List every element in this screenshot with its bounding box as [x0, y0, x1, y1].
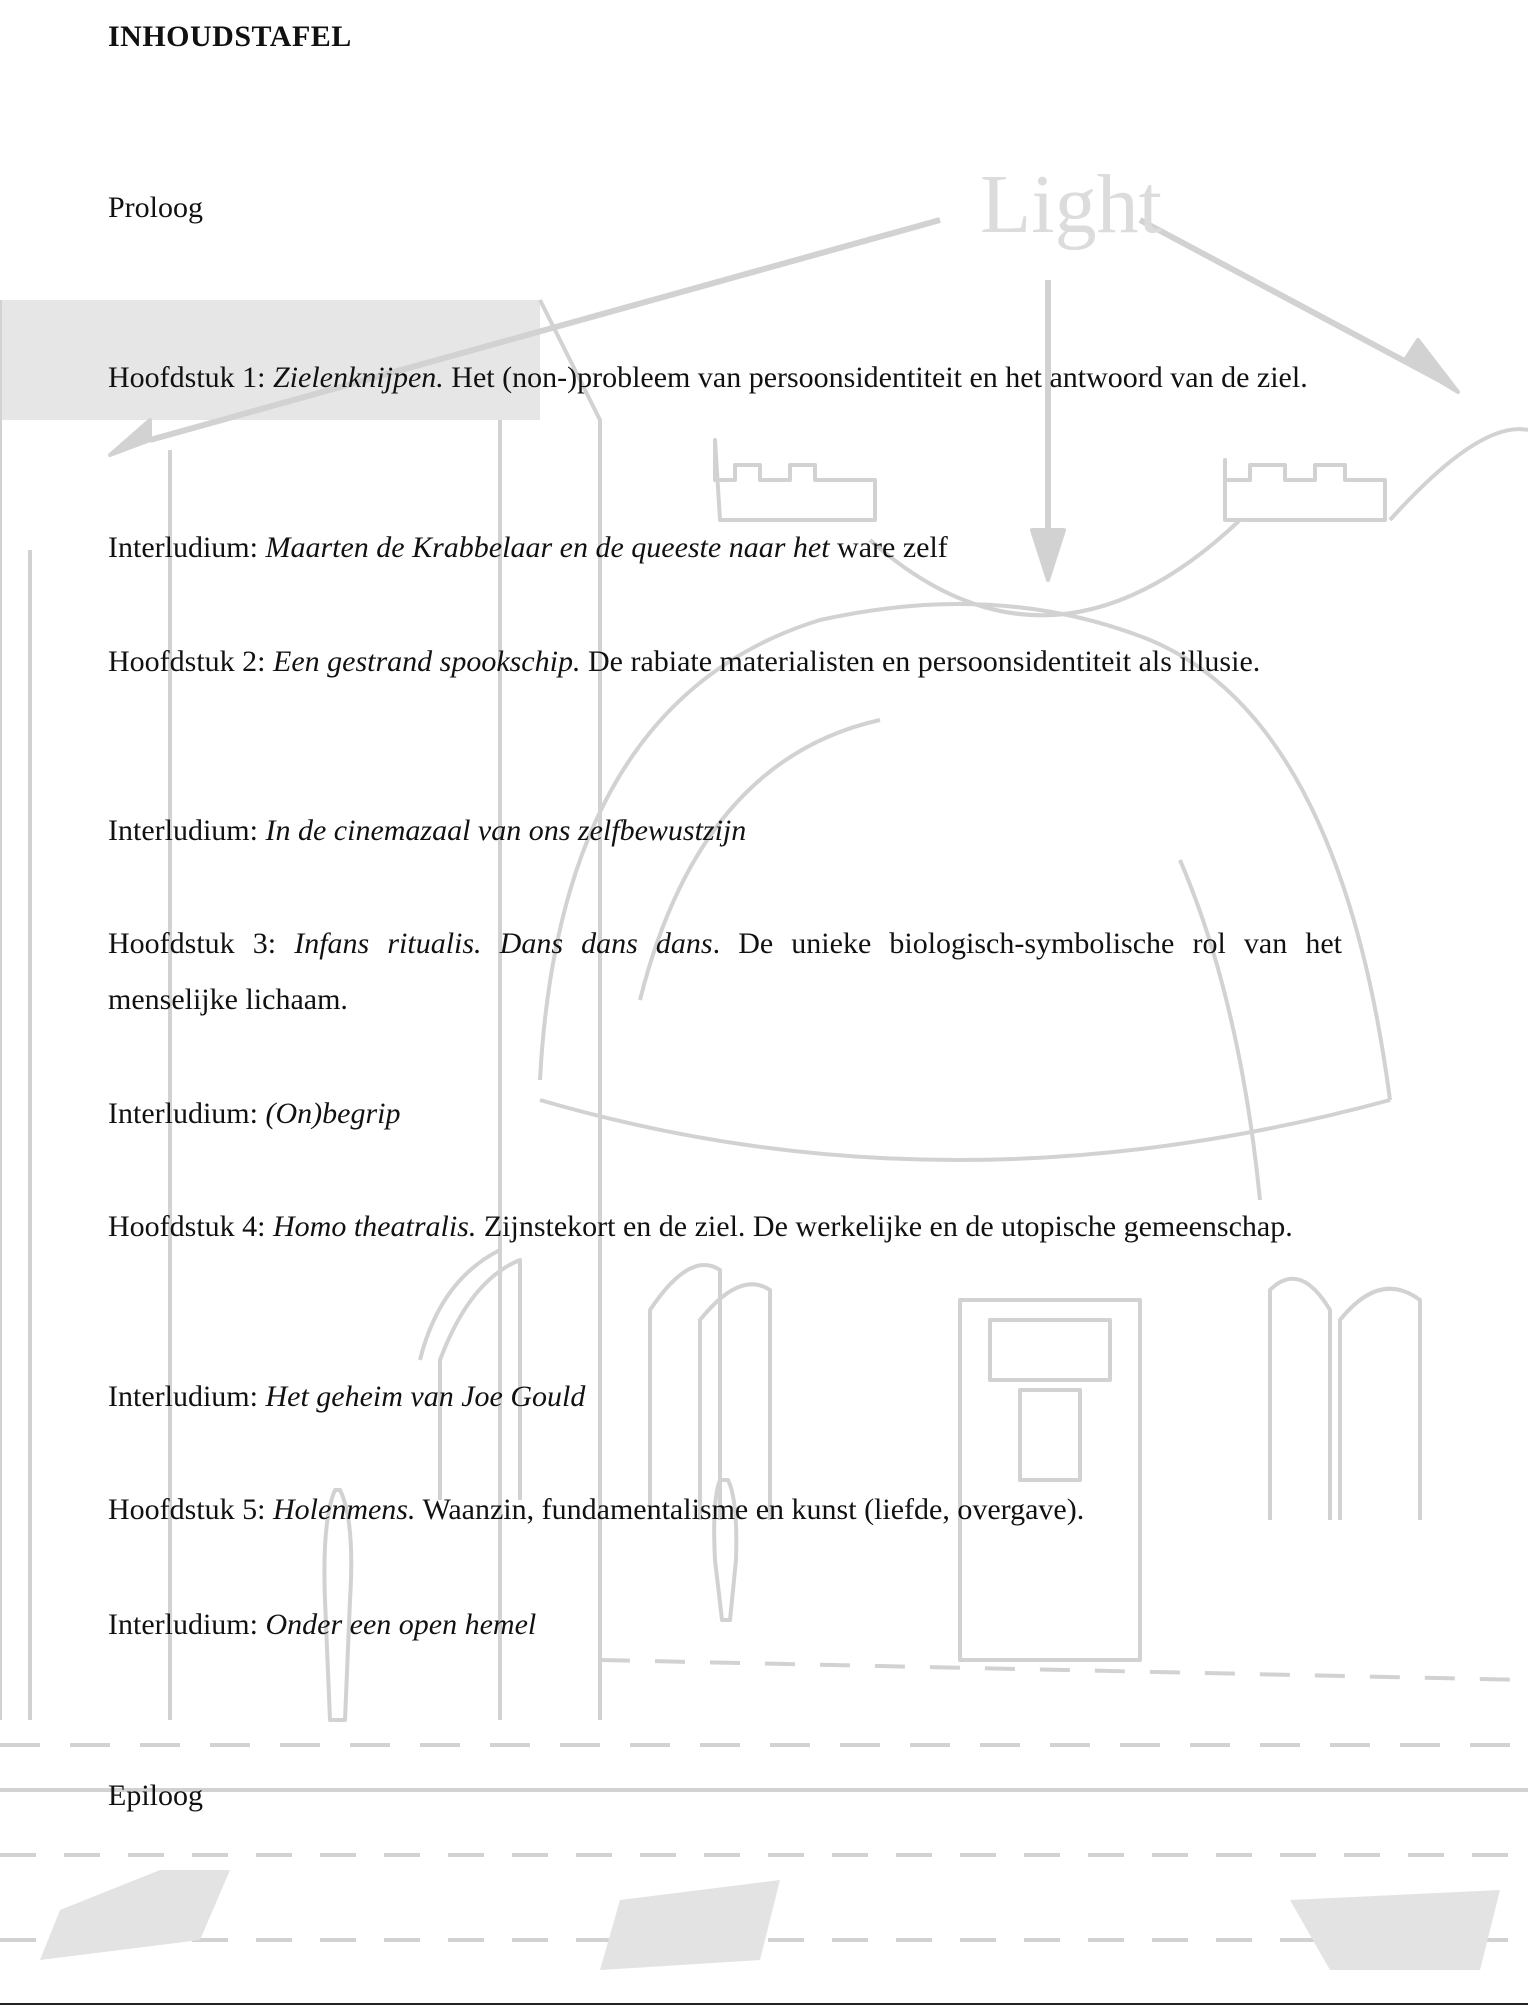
entry-description: . De unieke biologisch-symbolische rol van het menselijke lichaam. [108, 927, 1342, 1016]
entry-italic-title: Zielenknijpen. [273, 361, 444, 394]
entry-italic-title: Homo theatralis. [273, 1210, 477, 1243]
toc-entry-interludium-3 [108, 1086, 1342, 1142]
entry-prefix: Epiloog [108, 1779, 203, 1812]
page-title: INHOUDSTAFEL [108, 20, 352, 53]
entry-italic-title: (On)begrip [265, 1097, 401, 1130]
entry-italic-title: Infans ritualis. Dans dans dans [294, 927, 713, 960]
toc-entry-hoofdstuk-3 [108, 916, 1342, 1028]
entry-prefix: Interludium: [108, 814, 266, 847]
entry-italic-title: Maarten de Krabbelaar en de queeste naar het [265, 531, 830, 564]
entry-italic-title: Een gestrand spookschip. [273, 645, 581, 678]
entry-prefix: Interludium: [108, 1097, 266, 1130]
entry-prefix: Hoofdstuk 5: [108, 1493, 273, 1526]
toc-entry-hoofdstuk-2 [108, 634, 1342, 690]
toc-entry-interludium-5 [108, 1597, 1342, 1653]
toc-entry-epiloog [108, 1768, 1342, 1824]
entry-description: Waanzin, fundamentalisme en kunst (liefde, overgave). [415, 1493, 1085, 1526]
entry-description: ware zelf [829, 531, 948, 564]
entry-italic-title: Onder een open hemel [265, 1608, 537, 1641]
entry-prefix: Hoofdstuk 1: [108, 361, 273, 394]
entry-prefix: Interludium: [108, 1380, 266, 1413]
toc-entry-proloog [108, 180, 1342, 236]
toc-entry-interludium-2 [108, 803, 1342, 859]
toc-entry-hoofdstuk-1 [108, 350, 1342, 406]
entry-description: De rabiate materialisten en persoonsidentiteit als illusie. [580, 645, 1261, 678]
entry-italic-title: Holenmens. [273, 1493, 416, 1526]
toc-entry-interludium-4 [108, 1369, 1342, 1425]
watermark-label: Light [980, 158, 1162, 251]
entry-prefix: Interludium: [108, 531, 266, 564]
entry-description: Het (non-)probleem van persoonsidentiteit en het antwoord van de ziel. [443, 361, 1308, 394]
entry-prefix: Hoofdstuk 2: [108, 645, 273, 678]
toc-entry-hoofdstuk-5 [108, 1482, 1342, 1538]
entry-prefix: Hoofdstuk 3: [108, 927, 295, 960]
entry-italic-title: Het geheim van Joe Gould [265, 1380, 586, 1413]
entry-description: Zijnstekort en de ziel. De werkelijke en de utopische gemeenschap. [476, 1210, 1293, 1243]
entry-prefix: Interludium: [108, 1608, 266, 1641]
entry-italic-title: In de cinemazaal van ons zelfbewustzijn [265, 814, 747, 847]
toc-entry-hoofdstuk-4 [108, 1199, 1342, 1255]
entry-prefix: Hoofdstuk 4: [108, 1210, 273, 1243]
entry-prefix: Proloog [108, 191, 204, 224]
toc-entry-interludium-1 [108, 520, 1342, 576]
